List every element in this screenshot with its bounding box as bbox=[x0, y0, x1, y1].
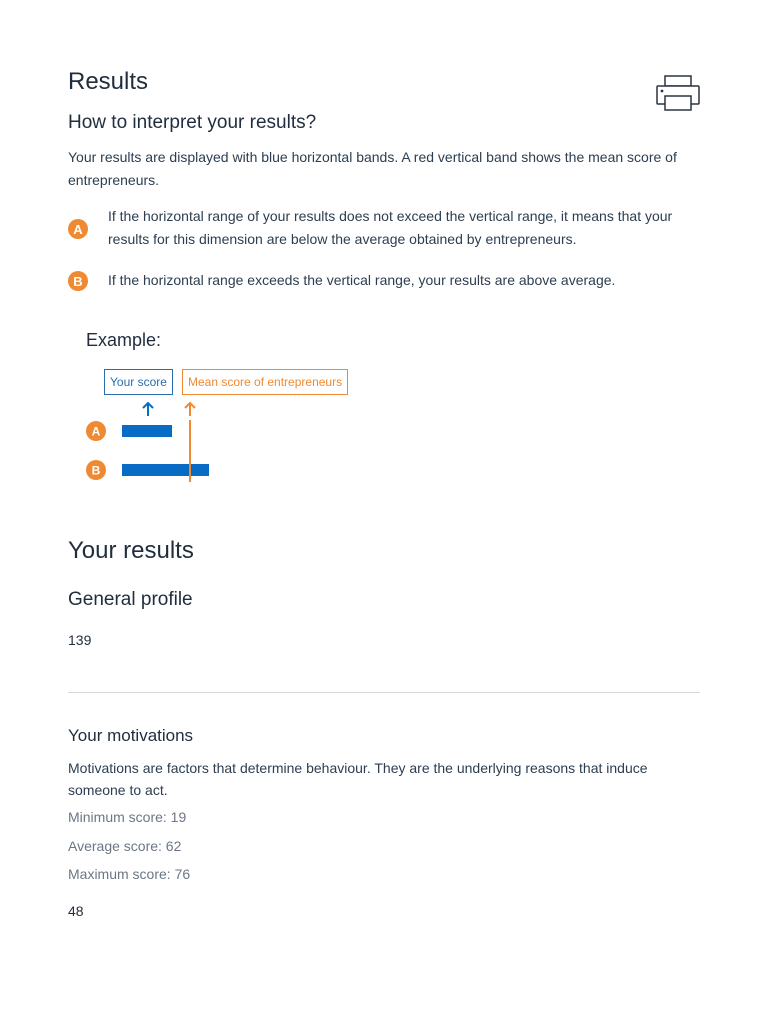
example-title: Example: bbox=[86, 330, 162, 350]
interpret-heading: How to interpret your results? bbox=[68, 112, 317, 133]
badge-a: A bbox=[68, 219, 88, 239]
motivations-title: Your motivations bbox=[68, 726, 194, 745]
print-button[interactable] bbox=[654, 74, 702, 114]
svg-text:B: B bbox=[91, 463, 101, 478]
example-badge-b bbox=[86, 460, 106, 480]
motivations-description: Motivations are factors that determine behaviour. They are the underlying reasons that induce someone to act. bbox=[68, 760, 648, 798]
badge-b: B bbox=[68, 271, 88, 291]
legend-mean-score: Mean score of entrepreneurs bbox=[182, 369, 348, 395]
printer-icon bbox=[654, 74, 702, 114]
svg-text:A: A bbox=[91, 424, 101, 439]
general-profile-value: 139 bbox=[68, 632, 92, 648]
page-title: Results bbox=[68, 68, 149, 95]
score-arrow-icon bbox=[143, 403, 153, 416]
example-bar-a bbox=[122, 425, 172, 437]
motivations-value: 48 bbox=[68, 903, 84, 919]
mean-arrow-icon bbox=[185, 403, 195, 416]
maximum-score: Maximum score: 76 bbox=[68, 866, 191, 882]
point-a-text: If the horizontal range of your results does not exceed the vertical range, it means that your results for this dimension are below the average obtained by entrepreneurs. bbox=[108, 208, 673, 247]
point-b-text: If the horizontal range exceeds the vertical range, your results are above average. bbox=[108, 272, 616, 288]
example-badge-a bbox=[86, 421, 106, 441]
legend-your-score: Your score bbox=[104, 369, 173, 395]
section-divider bbox=[68, 692, 700, 693]
average-score: Average score: 62 bbox=[68, 838, 182, 854]
general-profile-title: General profile bbox=[68, 589, 193, 610]
minimum-score: Minimum score: 19 bbox=[68, 809, 187, 825]
example-bar-b bbox=[122, 464, 209, 476]
example-diagram bbox=[80, 396, 240, 488]
intro-text: Your results are displayed with blue horizontal bands. A red vertical band shows the mean score of entrepreneurs. bbox=[68, 149, 677, 188]
your-results-title: Your results bbox=[68, 537, 194, 564]
